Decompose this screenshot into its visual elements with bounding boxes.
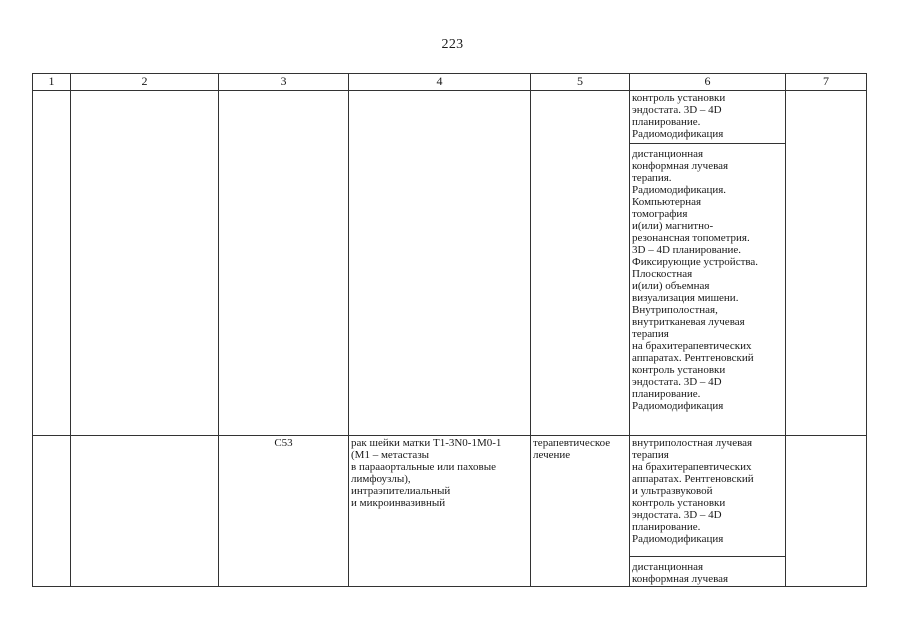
table-row [33, 436, 867, 587]
cell-text [33, 91, 70, 92]
table-cell-col5 [531, 91, 630, 436]
table-cell-col3 [219, 91, 349, 436]
column-header-4: 4 [349, 74, 531, 91]
method-block: дистанционная конформная лучевая [632, 561, 729, 585]
table-cell-col5 [531, 436, 630, 587]
cell-text [71, 91, 218, 92]
table-cell-col6 [630, 436, 786, 587]
method-block: дистанционная конформная лучевая терапия. Радиомодификация. Компьютерная томография и(или) магнитно- резонансная топометрия. 3D – 4D планирование. Фиксирующие устройства. Плоскостная и(или) объемная визуализация мишени. Внутриполостная, внутритканевая лучевая терапия на брахитерапевтических аппаратах. Рентгеновский контроль установки эндостата. 3D – 4D планирование. Радиомодификация [632, 148, 759, 412]
column-header-7: 7 [786, 74, 867, 91]
cell-text [531, 91, 629, 92]
table-cell-col4 [349, 436, 531, 587]
table-cell-col1 [33, 91, 71, 436]
cell-text [349, 91, 530, 92]
table-cell-col7 [786, 436, 867, 587]
table-cell-col4 [349, 91, 531, 436]
diagnosis-description: рак шейки матки T1-3N0-1M0-1 (M1 – метастазы в парааортальные или паховые лимфоузлы), интраэпителиальный и микроинвазивный [351, 437, 502, 509]
table-row [33, 91, 867, 436]
method-block: контроль установки эндостата. 3D – 4D планирование. Радиомодификация [630, 91, 785, 144]
cell-text [786, 436, 866, 437]
table-cell-col2 [71, 436, 219, 587]
cell-text [33, 436, 70, 437]
table-cell-col1 [33, 436, 71, 587]
table-cell-col6 [630, 91, 786, 436]
column-header-3: 3 [219, 74, 349, 91]
method-block: внутриполостная лучевая терапия на брахитерапевтических аппаратах. Рентгеновский и ультразвуковой контроль установки эндостата. 3D – 4D планирование. Радиомодификация [630, 436, 785, 557]
treatment-type: терапевтическое лечение [533, 437, 611, 461]
column-header-6: 6 [630, 74, 786, 91]
table-cell-col7 [786, 91, 867, 436]
table-header-row [33, 74, 867, 91]
diagnosis-code: C53 [274, 437, 293, 449]
medical-procedures-table [32, 73, 867, 587]
table-cell-col2 [71, 91, 219, 436]
cell-text [219, 91, 348, 92]
page-number: 223 [441, 37, 464, 52]
table-cell-col3 [219, 436, 349, 587]
column-header-1: 1 [33, 74, 71, 91]
cell-text [786, 91, 866, 92]
column-header-2: 2 [71, 74, 219, 91]
column-header-5: 5 [531, 74, 630, 91]
cell-text [71, 436, 218, 437]
